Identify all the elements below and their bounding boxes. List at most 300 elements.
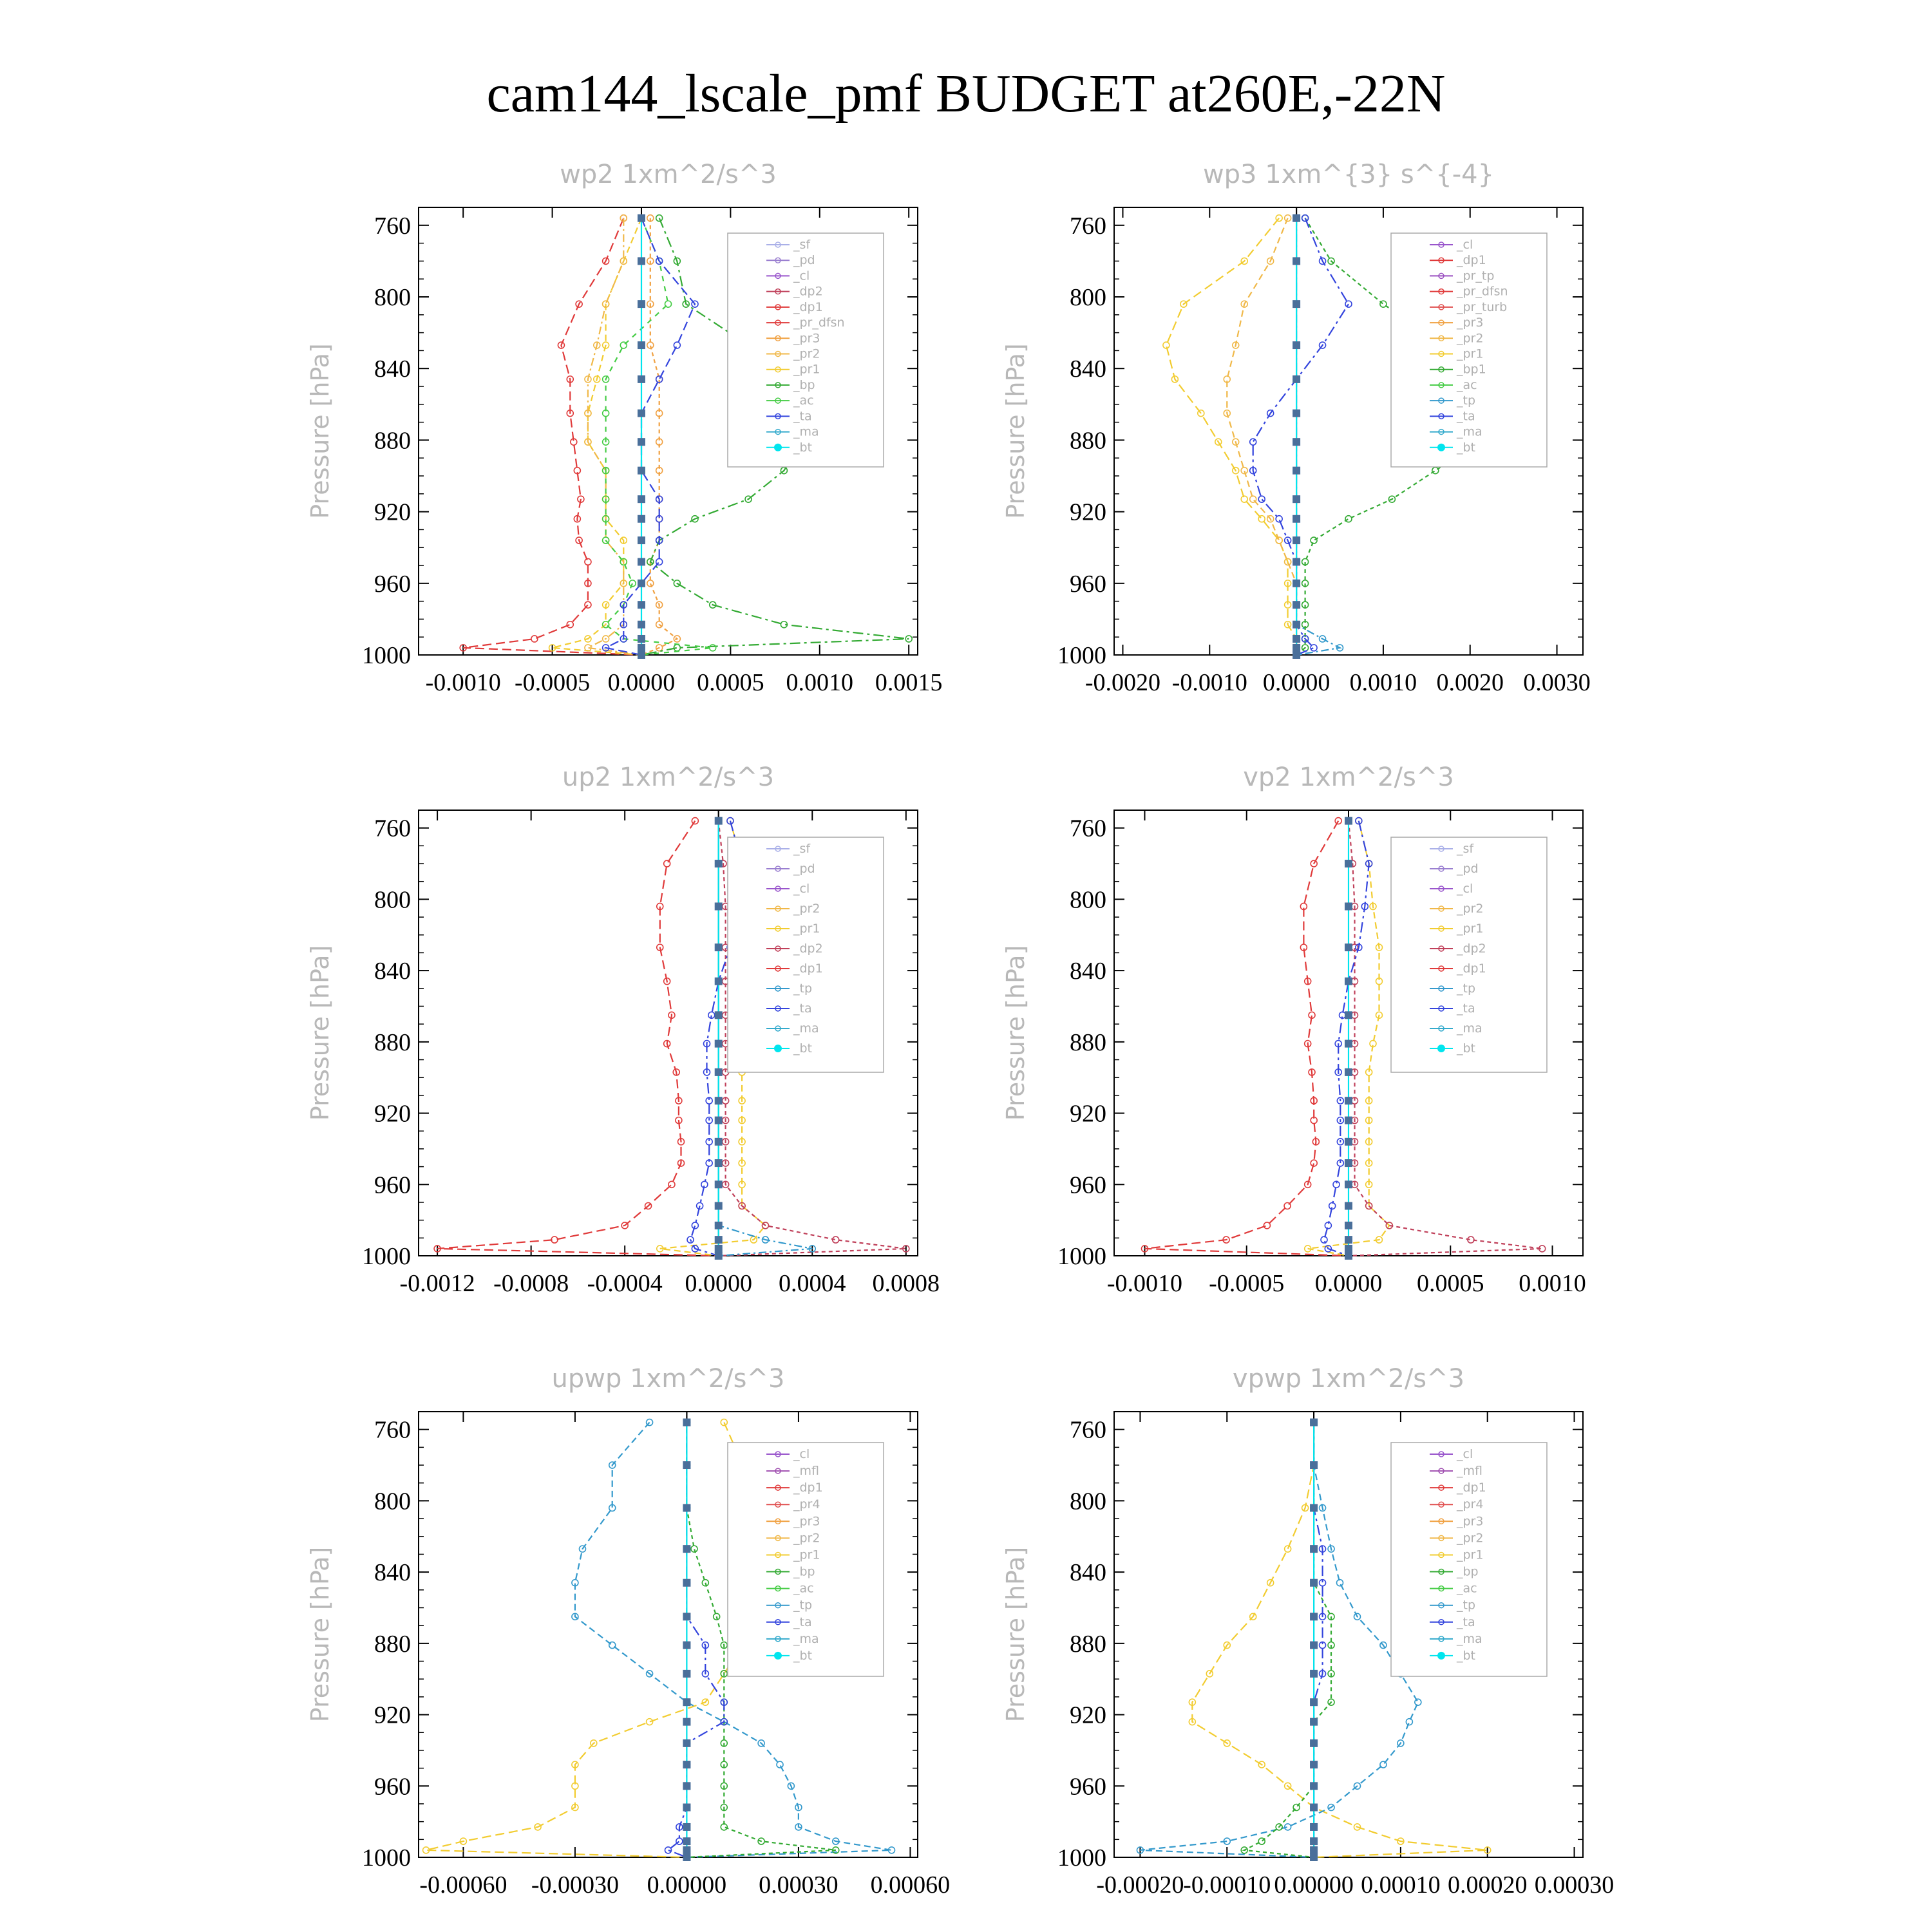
data-point	[683, 1803, 690, 1811]
legend-label: _pr3	[1457, 316, 1484, 330]
data-point	[715, 943, 723, 951]
y-tick-label: 1000	[1057, 642, 1106, 669]
data-point	[1293, 438, 1300, 446]
data-point	[1310, 1504, 1318, 1511]
x-tick-label: -0.00010	[1183, 1871, 1271, 1899]
panel-title: wp2 1xm^2/s^3	[560, 160, 777, 189]
legend-label: _ma	[793, 1021, 819, 1036]
data-point	[531, 636, 538, 642]
data-point	[1293, 410, 1300, 417]
data-point	[1345, 1011, 1352, 1019]
data-point	[777, 1761, 783, 1768]
y-tick-label: 760	[1070, 815, 1106, 842]
data-point	[1406, 1719, 1412, 1725]
x-tick-label: 0.0015	[875, 669, 943, 696]
legend-label: _dp1	[1457, 961, 1486, 976]
data-point	[715, 1252, 723, 1260]
data-point	[1293, 214, 1300, 222]
x-tick-label: 0.0000	[1314, 1270, 1383, 1297]
x-tick-label: -0.0010	[425, 669, 501, 696]
legend-label: _ac	[793, 1581, 814, 1596]
legend-label: _cl	[1457, 238, 1473, 252]
panel-title: wp3 1xm^{3} s^{-4}	[1202, 160, 1495, 189]
y-tick-label: 920	[374, 498, 411, 526]
y-tick-label: 960	[374, 1773, 411, 1801]
legend-label: _cl	[1457, 882, 1473, 896]
y-tick-label: 960	[374, 1171, 411, 1199]
data-point	[1310, 1613, 1318, 1620]
x-tick-label: -0.0008	[493, 1270, 569, 1297]
data-point	[1276, 215, 1282, 222]
data-point	[683, 1761, 690, 1768]
x-tick-label: 0.0010	[1519, 1270, 1586, 1297]
data-point	[1345, 1202, 1352, 1209]
x-tick-label: -0.00030	[531, 1871, 619, 1899]
data-point	[1285, 215, 1291, 222]
legend-label: _pr_tp	[1457, 269, 1495, 283]
legend-label: _pr1	[793, 922, 820, 936]
y-tick-label: 760	[374, 815, 411, 842]
data-point	[1302, 215, 1309, 222]
y-tick-label: 880	[374, 1630, 411, 1658]
x-tick-label: 0.0020	[1436, 669, 1504, 696]
legend-label: _cl	[793, 882, 810, 896]
data-point	[1345, 1252, 1352, 1260]
data-point	[1310, 1419, 1318, 1426]
data-point	[1293, 515, 1300, 523]
legend-label: _tp	[1457, 1598, 1476, 1613]
x-tick-label: 0.0004	[779, 1270, 846, 1297]
data-point	[647, 580, 654, 587]
data-point	[638, 438, 645, 446]
legend-label: _ac	[1457, 1581, 1477, 1596]
legend-marker	[1437, 1652, 1445, 1660]
legend-marker	[774, 1045, 782, 1052]
legend-label: _dp2	[793, 942, 823, 956]
y-tick-label: 880	[374, 1028, 411, 1056]
panel-title: vpwp 1xm^2/s^3	[1232, 1364, 1465, 1394]
data-point	[715, 817, 723, 825]
legend-label: _ta	[793, 1615, 812, 1629]
data-point	[585, 601, 591, 608]
data-point	[683, 1642, 690, 1649]
legend-label: _bt	[793, 1648, 813, 1663]
series-line-tp	[1296, 218, 1340, 655]
legend-label: _dp1	[793, 1481, 823, 1495]
x-tick-label: -0.0020	[1084, 669, 1161, 696]
data-point	[692, 818, 698, 824]
data-point	[715, 1068, 723, 1076]
legend-label: _dp1	[793, 299, 823, 314]
legend-label: _ta	[793, 409, 812, 424]
y-axis-label: Pressure [hPa]	[1001, 945, 1030, 1121]
y-axis-label: Pressure [hPa]	[1001, 1546, 1030, 1723]
legend-label: _sf	[793, 238, 811, 252]
y-tick-label: 960	[1070, 570, 1106, 598]
data-point	[638, 621, 645, 629]
data-point	[1345, 860, 1352, 867]
data-point	[1293, 341, 1300, 349]
data-point	[683, 1419, 690, 1426]
x-tick-label: 0.00020	[1447, 1871, 1528, 1899]
data-point	[1293, 1804, 1300, 1810]
legend-label: _bp1	[1457, 362, 1486, 377]
legend-label: _ta	[1457, 1001, 1475, 1016]
data-point	[1310, 1837, 1318, 1845]
legend-label: _pr4	[1457, 1497, 1484, 1512]
data-point	[683, 1504, 690, 1511]
data-point	[664, 860, 670, 867]
data-point	[715, 902, 723, 910]
data-point	[1293, 536, 1300, 544]
legend-label: _dp2	[1457, 942, 1486, 956]
data-point	[1345, 1117, 1352, 1124]
x-tick-label: -0.00020	[1096, 1871, 1184, 1899]
legend-label: _pd	[793, 862, 815, 876]
data-point	[620, 342, 627, 348]
y-tick-label: 800	[1070, 886, 1106, 914]
x-tick-label: 0.0030	[1523, 669, 1591, 696]
legend-label: _pr1	[793, 362, 820, 377]
data-point	[1432, 468, 1439, 474]
legend-label: _pd	[1457, 862, 1479, 876]
data-point	[638, 580, 645, 587]
data-point	[656, 558, 663, 565]
data-point	[638, 601, 645, 609]
data-point	[638, 495, 645, 503]
data-point	[715, 1180, 723, 1188]
y-tick-label: 760	[1070, 1416, 1106, 1444]
x-tick-label: 0.00000	[647, 1871, 727, 1899]
data-point	[1310, 1782, 1318, 1790]
panel-5	[1001, 1364, 1614, 1899]
data-point	[1293, 257, 1300, 265]
x-tick-label: 0.0000	[685, 1270, 752, 1297]
legend-label: _pr2	[793, 1531, 820, 1546]
data-point	[1345, 1236, 1352, 1244]
legend-label: _tp	[1457, 981, 1476, 996]
data-point	[683, 1670, 690, 1678]
data-point	[683, 1846, 690, 1854]
x-tick-label: -0.0005	[1209, 1270, 1285, 1297]
x-tick-label: 0.00030	[1534, 1871, 1615, 1899]
data-point	[1345, 1138, 1352, 1146]
data-point	[1345, 1068, 1352, 1076]
data-point	[1310, 1803, 1318, 1811]
data-point	[683, 1837, 690, 1845]
data-point	[638, 558, 645, 565]
x-tick-label: 0.0010	[1349, 669, 1417, 696]
legend-marker	[774, 444, 782, 451]
legend-label: _ta	[1457, 1615, 1475, 1629]
data-point	[1276, 516, 1282, 522]
panel-3	[1001, 762, 1586, 1297]
legend-label: _tp	[793, 981, 813, 996]
y-tick-label: 880	[1070, 1028, 1106, 1056]
panel-title: vp2 1xm^2/s^3	[1243, 762, 1454, 792]
data-point	[1293, 651, 1300, 659]
y-tick-label: 800	[1070, 1488, 1106, 1515]
series-line-ta	[668, 1423, 724, 1857]
legend-label: _pr1	[1457, 1548, 1484, 1562]
data-point	[721, 1419, 727, 1426]
legend-label: _pr2	[793, 902, 820, 916]
panels	[306, 160, 1614, 1899]
data-point	[1345, 1159, 1352, 1167]
data-point	[692, 1222, 698, 1229]
legend-label: _mfl	[1457, 1464, 1482, 1479]
data-point	[629, 580, 636, 587]
data-point	[1345, 1222, 1352, 1229]
data-point	[1284, 1202, 1291, 1209]
data-point	[1293, 644, 1300, 652]
legend-label: _ma	[1457, 1021, 1482, 1036]
data-point	[1380, 301, 1387, 307]
legend-label: _pr3	[793, 331, 820, 346]
legend-label: _ta	[1457, 409, 1475, 424]
y-tick-label: 1000	[1057, 1243, 1106, 1270]
data-point	[683, 1579, 690, 1587]
data-point	[1345, 1040, 1352, 1048]
data-point	[638, 375, 645, 383]
y-axis-label: Pressure [hPa]	[306, 343, 334, 519]
legend-label: _pr1	[1457, 922, 1484, 936]
data-point	[683, 1853, 690, 1861]
data-point	[710, 645, 716, 651]
data-point	[638, 467, 645, 475]
data-point	[691, 1546, 697, 1552]
y-tick-label: 920	[374, 1701, 411, 1729]
data-point	[1310, 1739, 1318, 1747]
data-point	[1345, 1180, 1352, 1188]
data-point	[1380, 1761, 1387, 1768]
legend-label: _ma	[1457, 1631, 1482, 1646]
legend-label: _ma	[793, 1631, 819, 1646]
data-point	[683, 1461, 690, 1469]
series-line-pr1	[426, 1423, 762, 1857]
data-point	[715, 1202, 723, 1209]
data-point	[1250, 496, 1256, 502]
data-point	[668, 1181, 675, 1188]
legend-label: _pr2	[1457, 1531, 1484, 1546]
data-point	[674, 342, 680, 348]
legend-label: _bt	[1457, 1648, 1476, 1663]
data-point	[715, 1159, 723, 1167]
legend-label: _ac	[793, 393, 814, 408]
data-point	[683, 1613, 690, 1620]
x-tick-label: 0.00010	[1361, 1871, 1441, 1899]
y-tick-label: 760	[374, 212, 411, 240]
data-point	[715, 1245, 723, 1253]
x-tick-label: 0.0005	[697, 669, 764, 696]
data-point	[1293, 467, 1300, 475]
data-point	[683, 1718, 690, 1726]
data-point	[1311, 537, 1317, 544]
data-point	[638, 515, 645, 523]
data-point	[1415, 1699, 1421, 1705]
data-point	[1310, 1642, 1318, 1649]
y-axis-label: Pressure [hPa]	[306, 945, 334, 1121]
data-point	[1250, 439, 1256, 445]
x-tick-label: -0.00060	[419, 1871, 507, 1899]
legend-label: _ma	[1457, 424, 1482, 439]
data-point	[638, 300, 645, 308]
data-point	[1310, 1461, 1318, 1469]
series-line-pr1	[553, 218, 641, 655]
data-point	[638, 257, 645, 265]
panel-title: upwp 1xm^2/s^3	[551, 1364, 785, 1394]
x-tick-label: 0.0000	[607, 669, 676, 696]
data-point	[715, 1117, 723, 1124]
legend-label: _pr4	[793, 1497, 820, 1512]
data-point	[1337, 1580, 1343, 1586]
y-tick-label: 800	[374, 284, 411, 311]
y-tick-label: 1000	[1057, 1844, 1106, 1871]
legend-label: _dp1	[1457, 1481, 1486, 1495]
x-tick-label: 0.0000	[1262, 669, 1331, 696]
data-point	[676, 1838, 683, 1844]
legend-label: _dp1	[793, 961, 823, 976]
data-point	[715, 860, 723, 867]
data-point	[665, 1847, 672, 1853]
data-point	[1293, 635, 1300, 643]
data-point	[1285, 1546, 1291, 1552]
data-point	[683, 1823, 690, 1831]
y-tick-label: 920	[1070, 498, 1106, 526]
x-tick-label: -0.0005	[515, 669, 591, 696]
data-point	[1258, 1838, 1265, 1844]
data-point	[1310, 1823, 1318, 1831]
y-tick-label: 920	[374, 1100, 411, 1128]
data-point	[1276, 537, 1282, 544]
legend-label: _pr_dfsn	[1457, 284, 1508, 299]
legend-label: _bp	[793, 377, 815, 392]
data-point	[1310, 1846, 1318, 1854]
y-axis-label: Pressure [hPa]	[1001, 343, 1030, 519]
legend-label: _sf	[793, 842, 811, 856]
y-tick-label: 880	[374, 427, 411, 455]
data-point	[1345, 817, 1352, 825]
series-line-pr2	[1227, 218, 1296, 655]
legend-marker	[774, 1652, 782, 1660]
x-tick-label: 0.00060	[870, 1871, 951, 1899]
data-point	[1311, 645, 1317, 651]
data-point	[1293, 495, 1300, 503]
data-point	[1293, 621, 1300, 629]
data-point	[715, 1011, 723, 1019]
data-point	[1258, 496, 1265, 502]
legend-label: _pr2	[1457, 902, 1484, 916]
data-point	[656, 215, 663, 222]
legend-label: _tp	[1457, 393, 1476, 408]
data-point	[1345, 978, 1352, 985]
y-tick-label: 880	[1070, 427, 1106, 455]
data-point	[1293, 300, 1300, 308]
data-point	[1345, 902, 1352, 910]
legend-label: _bp	[793, 1564, 815, 1579]
legend-marker	[1437, 444, 1445, 451]
x-tick-label: -0.0010	[1171, 669, 1247, 696]
data-point	[1321, 1236, 1327, 1243]
data-point	[567, 621, 573, 628]
x-tick-label: -0.0012	[399, 1270, 475, 1297]
data-point	[715, 1138, 723, 1146]
x-tick-label: -0.0010	[1106, 1270, 1183, 1297]
data-point	[1310, 1670, 1318, 1678]
legend-label: _bt	[1457, 1041, 1476, 1056]
y-tick-label: 1000	[362, 642, 411, 669]
legend-label: _dp2	[793, 284, 823, 299]
data-point	[715, 978, 723, 985]
x-tick-label: 0.0010	[786, 669, 854, 696]
data-point	[638, 410, 645, 417]
y-tick-label: 760	[1070, 212, 1106, 240]
y-tick-label: 840	[1070, 1559, 1106, 1587]
y-tick-label: 1000	[362, 1844, 411, 1871]
legend-label: _ma	[793, 424, 819, 439]
data-point	[715, 1040, 723, 1048]
legend-label: _cl	[793, 269, 810, 283]
x-tick-label: -0.0004	[587, 1270, 663, 1297]
data-point	[638, 635, 645, 643]
data-point	[647, 1719, 653, 1725]
legend-label: _bt	[793, 1041, 813, 1056]
y-tick-label: 920	[1070, 1100, 1106, 1128]
y-tick-label: 880	[1070, 1630, 1106, 1658]
legend-label: _ta	[793, 1001, 812, 1016]
series-line-ac	[606, 218, 713, 655]
y-tick-label: 760	[374, 1416, 411, 1444]
legend-label: _pr3	[793, 1514, 820, 1529]
y-tick-label: 960	[1070, 1773, 1106, 1801]
legend-label: _sf	[1457, 842, 1474, 856]
data-point	[1293, 580, 1300, 587]
series-line-dp1	[437, 821, 719, 1256]
data-point	[683, 1739, 690, 1747]
legend-label: _mfl	[793, 1464, 819, 1479]
data-point	[665, 301, 672, 307]
data-point	[1345, 516, 1352, 522]
y-tick-label: 800	[374, 1488, 411, 1515]
data-point	[1293, 558, 1300, 565]
x-tick-label: 0.00000	[1274, 1871, 1354, 1899]
data-point	[638, 651, 645, 659]
data-point	[1310, 1718, 1318, 1726]
y-tick-label: 840	[374, 958, 411, 985]
y-tick-label: 920	[1070, 1701, 1106, 1729]
series-line-ta	[1324, 821, 1369, 1256]
data-point	[1310, 1698, 1318, 1706]
y-tick-label: 840	[1070, 958, 1106, 985]
panel-4	[306, 1364, 950, 1899]
data-point	[1310, 1761, 1318, 1768]
y-tick-label: 960	[1070, 1171, 1106, 1199]
x-tick-label: 0.0005	[1417, 1270, 1484, 1297]
legend-label: _bp	[1457, 1564, 1479, 1579]
panel-1	[1001, 160, 1591, 696]
data-point	[585, 558, 591, 565]
data-point	[1264, 1222, 1270, 1229]
data-point	[715, 1236, 723, 1244]
y-tick-label: 800	[374, 886, 411, 914]
y-tick-label: 840	[374, 1559, 411, 1587]
legend-marker	[1437, 1045, 1445, 1052]
data-point	[1310, 1853, 1318, 1861]
data-point	[715, 1097, 723, 1104]
data-point	[638, 644, 645, 652]
data-point	[1293, 375, 1300, 383]
legend-label: _bt	[793, 440, 813, 455]
